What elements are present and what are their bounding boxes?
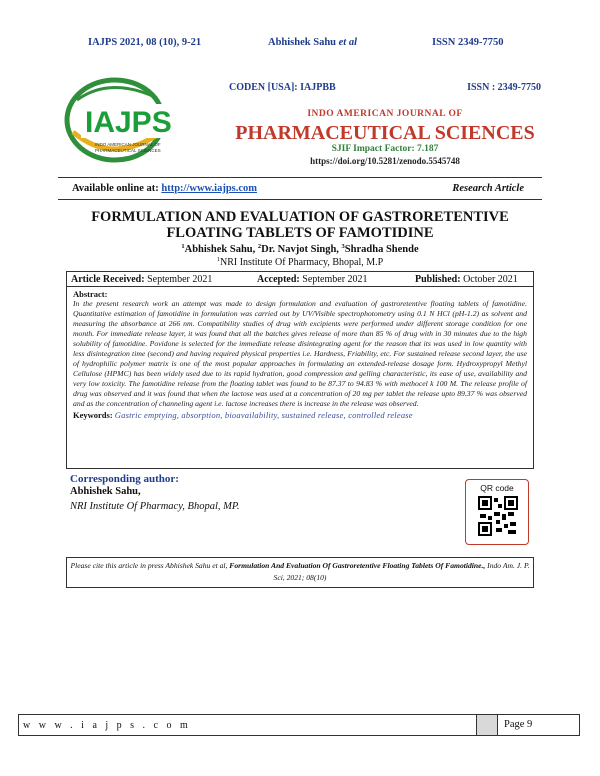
logo-wordmark: IAJPS [85, 106, 172, 139]
qr-code-icon [478, 496, 518, 536]
journal-name-large: PHARMACEUTICAL SCIENCES [235, 122, 535, 144]
author-1-marker: 1 [181, 243, 185, 250]
article-title-line-1: FORMULATION AND EVALUATION OF GASTRORETENTIVE [91, 209, 509, 225]
availability-line [72, 183, 524, 194]
coden: CODEN [USA]: IAJPBB [229, 82, 336, 93]
keywords [73, 410, 527, 420]
corresponding-author-label: Corresponding author: [70, 473, 179, 485]
published-label: Published: [415, 274, 461, 285]
journal-name-small: INDO AMERICAN JOURNAL OF [307, 109, 463, 119]
article-type: Research Article [452, 183, 524, 194]
citation-box [66, 557, 534, 588]
qr-code-label: QR code [480, 483, 514, 493]
footer-separator [476, 714, 498, 736]
footer-website[interactable]: w w w . i a j p s . c o m [18, 714, 476, 736]
abstract-text: In the present research work an attempt was made to design formulation and evaluation of gastroretentive floating tablets of famotidine. Quantitative estimation of famotidine in formulation was carried out by UV/Visible spectrophotometry using 0.1 N HCl (pH-1.2) as solvent and measuring the absorbance at 266 nm. Compatibility studies of drug with excipients were performed under different storage condition for one month. For immediate release layer, it was found that all the batches gives release of more than 85 % of drug with in 30 minutes due to the high solubility of famotidine. Povidone is selected for the immediate release disintegrating agent for the reason that its was used in low quantity with less disintegration time (second) and having required physical properties i.e. Hardness, Friability, etc. For sustained release second layer, the use of hydrophilic polymer matrix is one of the most popular approaches in formulating an extended-release dosage form. Hydroxypropyl Methyl Cellulose (HPMC) has been widely used due to its rapid hydration, good compression and gelling characteristic, its ease of use, availability and very low toxicity. The famotidine release from the floating tablet was found to be 87.37 to 94.83 % with methocel k 100 M. The release profile of drug was observed and it was found that when the lactose was used at a concentration of 20 mg per tablet the release upto 89.37 % was observed and as the concentration of channeling agent i.e. lactose increases there is increase in the release was observed. [73, 299, 527, 409]
keywords-text: Gastric emptying, absorption, bioavailability, sustained release, controlled release [114, 409, 413, 420]
published-value: October 2021 [460, 274, 518, 285]
divider-top [58, 177, 542, 178]
accepted-value: September 2021 [299, 274, 368, 285]
journal-website-link[interactable]: http://www.iajps.com [161, 183, 258, 194]
affiliation-marker: 1 [216, 256, 220, 263]
running-head-citation: IAJPS 2021, 08 (10), 9-21 [88, 37, 202, 48]
article-title-line-2: FLOATING TABLETS OF FAMOTIDINE [166, 225, 434, 241]
article-title [40, 209, 560, 241]
running-head [0, 37, 600, 51]
running-head-author-suffix: et al [338, 37, 357, 48]
citation-suffix: Indo Am. J. P. Sci, 2021; 08(10) [273, 561, 530, 582]
corresponding-author-name: Abhishek Sahu, [70, 486, 141, 497]
running-head-author [268, 37, 357, 48]
keywords-label: Keywords: [73, 409, 113, 420]
received-label: Article Received: [71, 274, 145, 285]
affiliation [40, 256, 560, 268]
author-3-marker: 3 [341, 243, 345, 250]
received-value: September 2021 [144, 274, 213, 285]
published-date [415, 274, 518, 285]
availability-label: Available online at: [72, 183, 159, 194]
citation-title: Formulation And Evaluation Of Gastroretentive Floating Tablets Of Famotidine., [229, 561, 486, 570]
logo-subtext-1: INDO AMERICAN JOURNAL OF [95, 142, 161, 147]
accepted-label: Accepted: [257, 274, 300, 285]
running-head-author-name: Abhishek Sahu [268, 37, 336, 48]
divider-bottom [58, 199, 542, 200]
corresponding-author-institution: NRI Institute Of Pharmacy, Bhopal, MP. [70, 501, 240, 512]
running-head-issn: ISSN 2349-7750 [432, 37, 504, 48]
logo-subtext-2: PHARMACEUTICAL SCIENCES [95, 148, 161, 153]
author-2: Dr. Navjot Singh, [261, 244, 342, 255]
affiliation-text: NRI Institute Of Pharmacy, Bhopal, M.P [220, 257, 384, 268]
author-3: Shradha Shende [344, 244, 419, 255]
author-1: Abhishek Sahu, [184, 244, 258, 255]
received-date [71, 274, 212, 285]
abstract-box [66, 287, 534, 469]
page-number: Page 9 [498, 714, 580, 736]
qr-code-box[interactable] [465, 479, 529, 545]
article-dates [66, 271, 534, 287]
accepted-date [257, 274, 368, 285]
citation-prefix: Please cite this article in press Abhishek Sahu et al, [70, 561, 230, 570]
iajps-logo [55, 72, 185, 176]
impact-factor: SJIF Impact Factor: 7.187 [331, 144, 439, 154]
author-2-marker: 2 [257, 243, 262, 250]
masthead-issn: ISSN : 2349-7750 [467, 82, 541, 93]
journal-masthead [55, 72, 545, 176]
doi-link[interactable]: https://doi.org/10.5281/zenodo.5545748 [310, 156, 460, 166]
author-list [40, 243, 560, 255]
page-footer [18, 714, 580, 736]
abstract-label: Abstract: [73, 289, 108, 299]
